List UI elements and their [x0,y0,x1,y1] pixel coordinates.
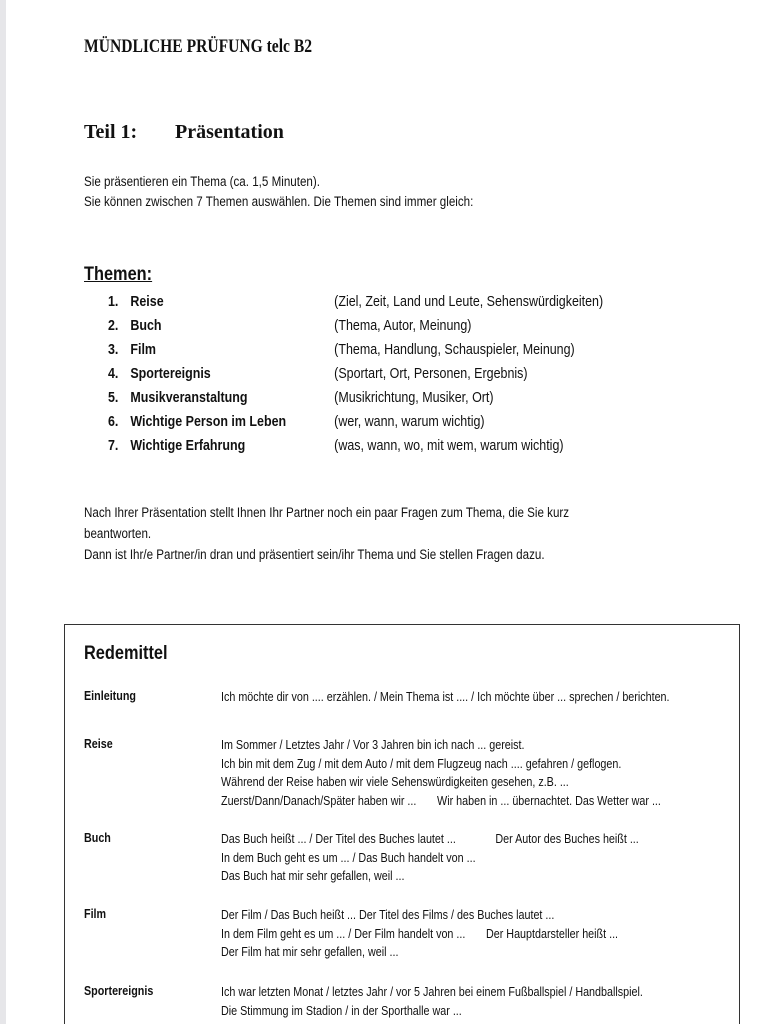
theme-number: 2. [108,318,119,334]
theme-name: Musikveranstaltung [130,390,248,406]
redemittel-line: Ich möchte dir von .... erzählen. / Mein Thema ist .... / Ich möchte über ... sprechen / berichten. [221,690,670,704]
intro-line: Sie können zwischen 7 Themen auswählen. Die Themen sind immer gleich: [84,194,474,209]
follow-up-line: beantworten. [84,526,152,541]
redemittel-lines-film [221,906,618,962]
redemittel-line [221,792,661,811]
theme-detail: (Musikrichtung, Musiker, Ort) [334,390,494,406]
document-title: MÜNDLICHE PRÜFUNG telc B2 [84,36,313,57]
theme-item [108,410,603,434]
follow-up-line: Dann ist Ihr/e Partner/in dran und präsentiert sein/ihr Thema und Sie stellen Fragen dazu. [84,547,545,562]
theme-item [108,290,603,314]
redemittel-lines-buch [221,830,639,886]
theme-number: 6. [108,414,119,430]
redemittel-box [64,624,740,1024]
redemittel-line: Der Film hat mir sehr gefallen, weil ... [221,945,399,959]
follow-up-line: Nach Ihrer Präsentation stellt Ihnen Ihr Partner noch ein paar Fragen zum Thema, die Sie kurz [84,505,570,520]
theme-detail: (Thema, Autor, Meinung) [334,318,472,334]
theme-item [108,434,603,458]
theme-name: Reise [130,294,164,310]
redemittel-line: In dem Buch geht es um ... / Das Buch handelt von ... [221,850,476,865]
theme-item [108,338,603,362]
themes-list [108,290,603,458]
redemittel-phrase: Der Hauptdarsteller heißt ... [486,926,619,941]
redemittel-lines-sportereignis [221,983,643,1020]
redemittel-label-film: Film [84,907,107,921]
redemittel-line [221,830,639,849]
redemittel-phrase: Zuerst/Dann/Danach/Später haben wir ... [221,793,417,808]
theme-detail: (wer, wann, warum wichtig) [334,414,485,430]
theme-item [108,314,603,338]
intro-line: Sie präsentieren ein Thema (ca. 1,5 Minuten). [84,174,320,189]
redemittel-lines-reise [221,736,661,810]
redemittel-phrase: Wir haben in ... übernachtet. Das Wetter war ... [437,793,661,808]
follow-up-text [84,502,569,565]
redemittel-line: Der Film / Das Buch heißt ... Der Titel des Films / des Buches lautet ... [221,908,555,922]
theme-name: Wichtige Person im Leben [130,414,287,430]
theme-number: 3. [108,342,119,358]
theme-number: 1. [108,294,119,310]
section-name: Präsentation [175,121,284,143]
section-heading [84,121,284,144]
redemittel-line [221,925,618,944]
redemittel-phrase: Das Buch heißt ... / Der Titel des Buches lautet ... [221,832,456,846]
theme-detail: (Thema, Handlung, Schauspieler, Meinung) [334,342,575,358]
redemittel-label-buch: Buch [84,831,111,845]
redemittel-line: Ich war letzten Monat / letztes Jahr / vor 5 Jahren bei einem Fußballspiel / Handballspiel. [221,985,643,999]
redemittel-line: Das Buch hat mir sehr gefallen, weil ... [221,869,405,883]
page-edge [0,0,6,1024]
theme-item [108,386,603,410]
theme-name: Film [130,342,156,358]
redemittel-line: Ich bin mit dem Zug / mit dem Auto / mit dem Flugzeug nach .... gefahren / geflogen. [221,756,622,771]
theme-name: Wichtige Erfahrung [130,438,246,454]
redemittel-line: Die Stimmung im Stadion / in der Sporthalle war ... [221,1003,462,1018]
theme-number: 4. [108,366,119,382]
redemittel-phrase: Der Autor des Buches heißt ... [495,832,639,846]
theme-number: 5. [108,390,119,406]
theme-detail: (Ziel, Zeit, Land und Leute, Sehenswürdigkeiten) [334,294,604,310]
redemittel-heading: Redemittel [84,643,168,664]
theme-item [108,362,603,386]
theme-number: 7. [108,438,119,454]
intro-text [84,172,473,212]
section-number: Teil 1: [84,121,138,143]
theme-detail: (Sportart, Ort, Personen, Ergebnis) [334,366,528,382]
redemittel-phrase: In dem Film geht es um ... / Der Film handelt von ... [221,926,466,941]
redemittel-label-einleitung: Einleitung [84,689,136,703]
redemittel-label-sportereignis: Sportereignis [84,984,154,998]
theme-name: Buch [130,318,162,334]
redemittel-line: Während der Reise haben wir viele Sehenswürdigkeiten gesehen, z.B. ... [221,775,569,789]
redemittel-lines-einleitung [221,688,670,707]
themes-heading: Themen: [84,264,153,285]
theme-name: Sportereignis [130,366,211,382]
redemittel-line: Im Sommer / Letztes Jahr / Vor 3 Jahren bin ich nach ... gereist. [221,738,525,752]
redemittel-label-reise: Reise [84,737,113,751]
theme-detail: (was, wann, wo, mit wem, warum wichtig) [334,438,564,454]
